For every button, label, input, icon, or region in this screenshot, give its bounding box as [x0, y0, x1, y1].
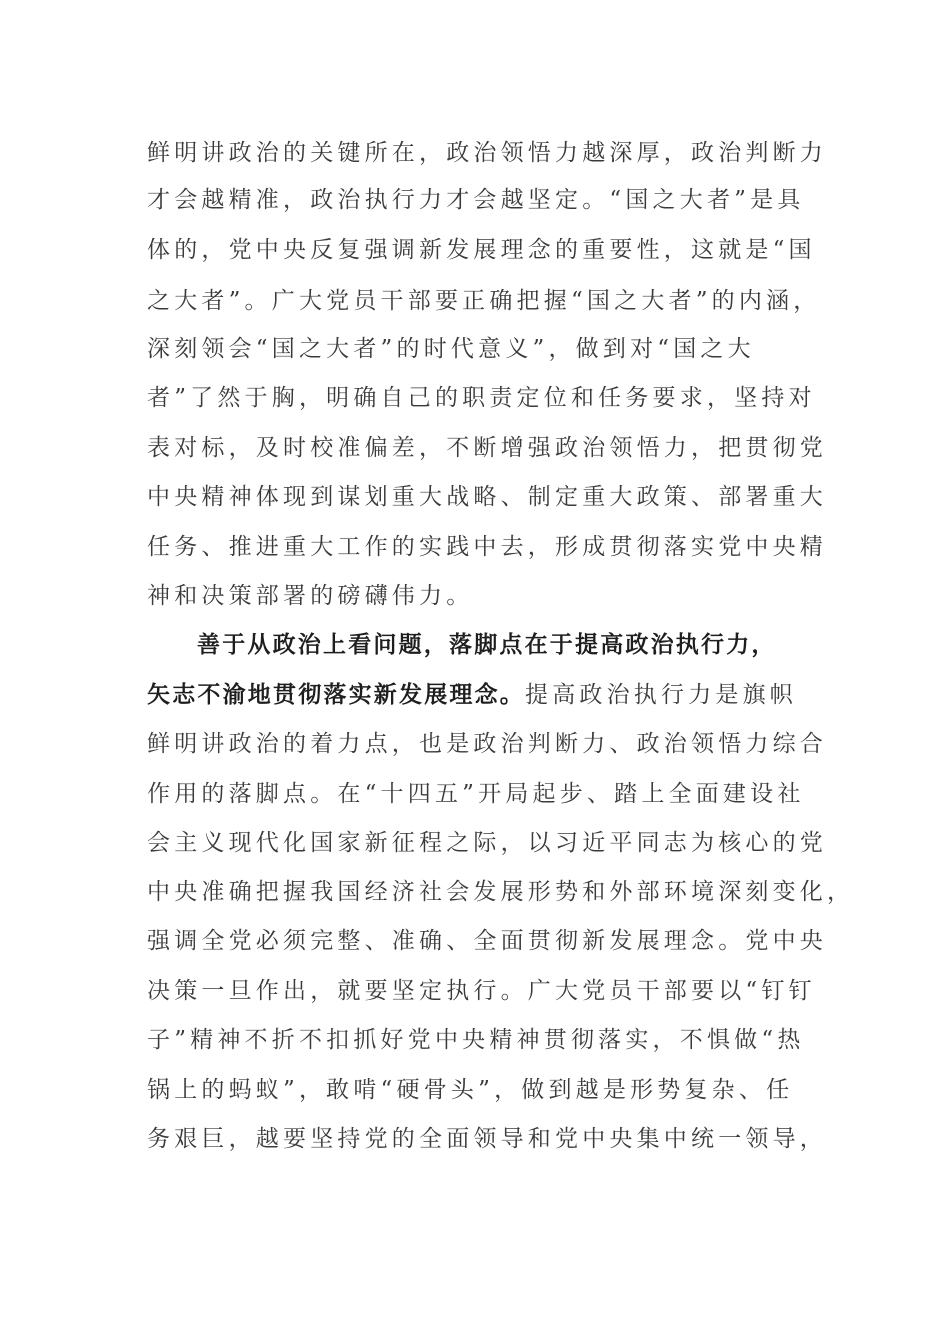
paragraph-2-line-2: 鲜明讲政治的着力点，也是政治判断力、政治领悟力综合 [147, 731, 827, 757]
paragraph-1-line-6: 者”了然于胸，明确自己的职责定位和任务要求，坚持对 [147, 385, 816, 411]
paragraph-2-line-1-text: 提高政治执行力是旗帜 [525, 682, 797, 708]
paragraph-1-line-8: 中央精神体现到谋划重大战略、制定重大政策、部署重大 [147, 484, 827, 510]
paragraph-2-heading-line-1: 善于从政治上看问题，落脚点在于提高政治执行力， [197, 631, 777, 658]
paragraph-2-line-6: 强调全党必须完整、准确、全面贯彻新发展理念。党中央 [147, 928, 827, 954]
paragraph-2-line-9: 锅上的蚂蚁”，敢啃“硬骨头”，做到越是形势复杂、任 [147, 1077, 794, 1103]
paragraph-1-line-7: 表对标，及时校准偏差，不断增强政治领悟力，把贯彻党 [147, 435, 827, 461]
paragraph-2-line-8: 子”精神不折不扣抓好党中央精神贯彻落实，不惧做“热 [147, 1027, 805, 1053]
paragraph-2-line-5: 中央准确把握我国经济社会发展形势和外部环境深刻变化， [147, 879, 855, 905]
paragraph-2-line-10: 务艰巨，越要坚持党的全面领导和党中央集中统一领导， [147, 1126, 827, 1152]
paragraph-1-line-1: 鲜明讲政治的关键所在，政治领悟力越深厚，政治判断力 [147, 140, 827, 166]
paragraph-1-line-10: 神和决策部署的磅礴伟力。 [147, 583, 474, 609]
paragraph-1-line-9: 任务、推进重大工作的实践中去，形成贯彻落实党中央精 [147, 534, 827, 560]
paragraph-2-line-7: 决策一旦作出，就要坚定执行。广大党员干部要以“钉钉 [147, 978, 816, 1004]
paragraph-2-line-1 [147, 675, 797, 715]
paragraph-1-line-3: 体的，党中央反复强调新发展理念的重要性，这就是“国 [147, 237, 816, 263]
paragraph-1-line-5: 深刻领会“国之大者”的时代意义”，做到对“国之大 [147, 336, 755, 362]
paragraph-2-line-3: 作用的落脚点。在“十四五”开局起步、踏上全面建设社 [147, 781, 805, 807]
paragraph-2-heading-line-2: 矢志不渝地贯彻落实新发展理念。 [147, 681, 525, 708]
paragraph-1-line-2: 才会越精准，政治执行力才会越坚定。“国之大者”是具 [147, 187, 805, 213]
paragraph-1-line-4: 之大者”。广大党员干部要正确把握“国之大者”的内涵， [147, 288, 821, 314]
paragraph-2-line-4: 会主义现代化国家新征程之际，以习近平同志为核心的党 [147, 830, 827, 856]
